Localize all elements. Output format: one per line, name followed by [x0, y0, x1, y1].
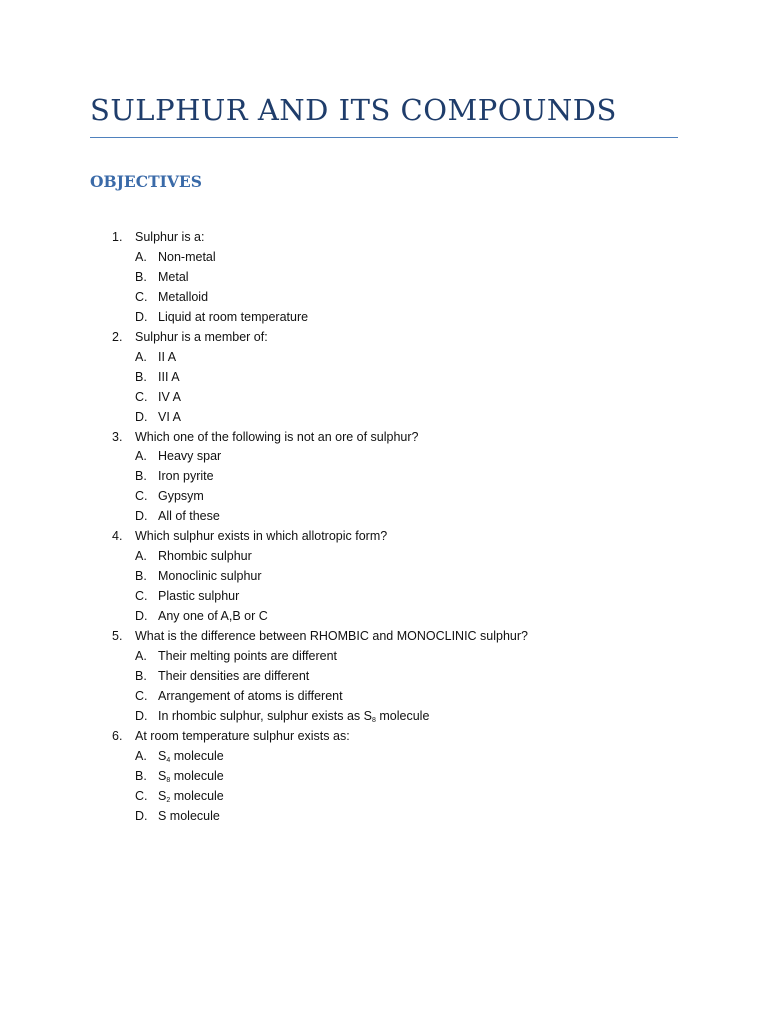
- question-text: What is the difference between RHOMBIC and MONOCLINIC sulphur?: [135, 629, 528, 643]
- option-letter: B.: [135, 569, 147, 584]
- option-text-main: Monoclinic sulphur: [158, 569, 262, 584]
- option-text-main: VI A: [158, 409, 181, 424]
- option-text-main: In rhombic sulphur, sulphur exists as S: [158, 708, 372, 723]
- option-text-main: S: [158, 768, 167, 783]
- option-text-main: S molecule: [158, 808, 220, 823]
- option-text: [158, 508, 220, 524]
- option-text-main: Iron pyrite: [158, 469, 214, 484]
- option-letter: C.: [135, 589, 148, 604]
- question-number: 4.: [112, 529, 123, 544]
- option-text-main: Non-metal: [158, 249, 216, 264]
- option-letter: A.: [135, 748, 147, 763]
- question-number: 5.: [112, 629, 123, 643]
- subscript: 2: [166, 796, 171, 804]
- option-text-main: Gypsym: [158, 489, 204, 504]
- subscript: 8: [372, 716, 376, 724]
- option-text: [158, 788, 224, 809]
- question-text: Sulphur is a:: [135, 230, 205, 244]
- option-text-main: Metalloid: [158, 289, 209, 304]
- document-title: SULPHUR AND ITS COMPOUNDS: [90, 93, 617, 127]
- option-text: [158, 608, 268, 624]
- question-text: Which sulphur exists in which allotropic form?: [135, 529, 388, 544]
- option-letter: D.: [135, 509, 148, 524]
- question-number: 2.: [112, 329, 123, 344]
- question-number: 3.: [112, 429, 123, 444]
- option-letter: C.: [135, 389, 148, 404]
- option-text-main: Their densities are different: [158, 668, 310, 683]
- option-text: [158, 668, 309, 684]
- question-text: Sulphur is a member of:: [135, 329, 268, 344]
- option-text-main: All of these: [158, 509, 220, 524]
- option-letter: A.: [135, 249, 147, 264]
- option-letter: C.: [135, 289, 148, 304]
- option-text: [158, 369, 180, 385]
- option-letter: A.: [135, 549, 147, 564]
- option-text-suffix: molecule: [170, 748, 224, 763]
- section-heading: OBJECTIVES: [90, 172, 202, 191]
- option-text-suffix: molecule: [375, 708, 430, 723]
- option-text-main: III A: [158, 369, 180, 384]
- option-text: [158, 708, 429, 729]
- option-letter: D.: [135, 609, 148, 624]
- option-text-main: Plastic sulphur: [158, 589, 240, 604]
- option-text-main: II A: [158, 349, 177, 364]
- option-letter: C.: [135, 688, 148, 703]
- option-letter: B.: [135, 269, 147, 284]
- option-text-main: Their melting points are different: [158, 648, 338, 663]
- option-text: [158, 808, 220, 824]
- option-text-main: Arrangement of atoms is different: [158, 688, 343, 703]
- option-text-main: S: [158, 748, 167, 763]
- option-letter: B.: [135, 369, 147, 384]
- option-text: [158, 448, 221, 464]
- option-text: [158, 648, 337, 664]
- option-text: [158, 548, 252, 564]
- option-text: [158, 249, 216, 265]
- option-letter: B.: [135, 768, 147, 783]
- subscript: 8: [166, 776, 171, 784]
- option-letter: C.: [135, 489, 148, 504]
- option-text-main: Liquid at room temperature: [158, 309, 309, 324]
- option-text: [158, 748, 224, 769]
- option-letter: D.: [135, 708, 148, 723]
- option-text-main: Any one of A,B or C: [158, 609, 268, 624]
- option-text: [158, 389, 181, 405]
- option-letter: B.: [135, 668, 147, 683]
- question-number: 6.: [112, 728, 123, 743]
- option-text: [158, 488, 204, 504]
- option-text-main: Metal: [158, 269, 189, 284]
- question-text: Which one of the following is not an ore of sulphur?: [135, 429, 419, 444]
- title-underline: [90, 137, 678, 138]
- option-text: [158, 588, 239, 604]
- option-text: [158, 688, 343, 704]
- option-text-main: IV A: [158, 389, 181, 404]
- option-text: [158, 349, 176, 365]
- option-text: [158, 468, 214, 484]
- option-text: [158, 269, 189, 285]
- option-text-main: S: [158, 788, 167, 803]
- option-text: [158, 409, 181, 425]
- option-letter: C.: [135, 788, 148, 803]
- option-letter: D.: [135, 309, 148, 324]
- option-letter: B.: [135, 469, 147, 484]
- subscript: 4: [166, 756, 171, 764]
- option-text-main: Heavy spar: [158, 449, 222, 464]
- option-letter: D.: [135, 409, 148, 424]
- option-letter: A.: [135, 648, 147, 663]
- option-text-main: Rhombic sulphur: [158, 549, 252, 564]
- option-text: [158, 289, 208, 305]
- option-text: [158, 568, 262, 584]
- option-text-suffix: molecule: [170, 788, 224, 803]
- option-letter: A.: [135, 349, 147, 364]
- option-letter: A.: [135, 449, 147, 464]
- option-text: [158, 309, 308, 325]
- option-text: [158, 768, 224, 789]
- question-number: 1.: [112, 230, 123, 244]
- option-text-suffix: molecule: [170, 768, 224, 783]
- option-letter: D.: [135, 808, 148, 823]
- question-text: At room temperature sulphur exists as:: [135, 728, 350, 743]
